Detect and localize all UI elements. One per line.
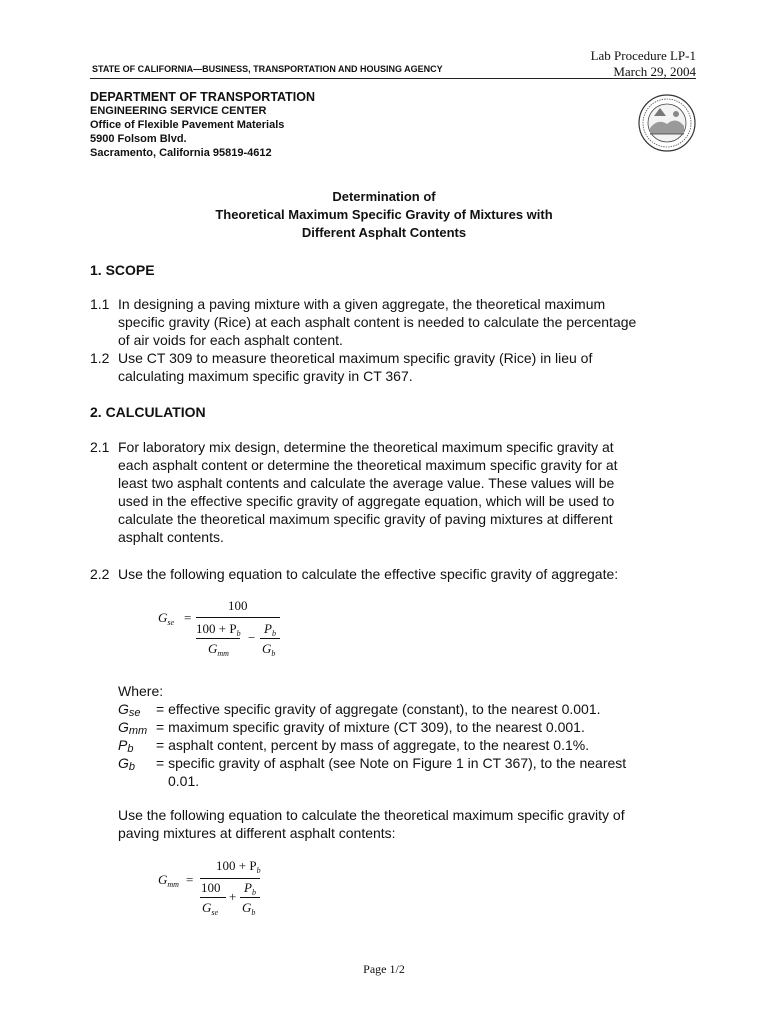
eq1-equals: =	[184, 610, 192, 625]
agency-header: STATE OF CALIFORNIA—BUSINESS, TRANSPORTATION AND HOUSING AGENCY	[92, 64, 443, 74]
state-seal-icon	[638, 94, 696, 152]
title-line-3: Different Asphalt Contents	[301, 225, 467, 240]
eq2-den-a-num: 100	[201, 880, 221, 895]
paragraph-gmm-intro	[118, 806, 718, 842]
section-1-1	[90, 295, 710, 349]
section-line: of air voids for each asphalt content.	[118, 332, 343, 348]
eq1-main-fraction-bar	[196, 617, 280, 618]
eq1-inner-num-b: $P_b$	[264, 621, 276, 638]
department-name: DEPARTMENT OF TRANSPORTATION	[90, 90, 315, 104]
eq1-inner-den-b: $G_b$	[262, 641, 276, 658]
section-line: For laboratory mix design, determine the theoretical maximum specific gravity at	[118, 439, 614, 455]
where-row-gmm: Gmm = maximum specific gravity of mixture (CT 309), to the nearest 0.001.	[118, 719, 585, 737]
eq2-den-b-num: $P_b$	[244, 880, 256, 897]
header-divider	[90, 78, 696, 79]
equation-gse	[158, 598, 298, 662]
title-line-2: Theoretical Maximum Specific Gravity of Mixtures with	[215, 207, 553, 222]
eq2-equals: =	[186, 872, 194, 887]
paragraph-line: paving mixtures at different asphalt contents:	[118, 825, 396, 841]
department-office: Office of Flexible Pavement Materials	[90, 119, 285, 131]
where-row-gse: Gse = effective specific gravity of aggregate (constant), to the nearest 0.001.	[118, 701, 601, 719]
department-street: 5900 Folsom Blvd.	[90, 133, 187, 145]
where-row-continuation: 0.01.	[168, 773, 200, 789]
eq2-den-bar-b	[240, 897, 260, 898]
document-title	[0, 188, 768, 242]
eq1-minus: −	[248, 630, 256, 645]
page-number: Page 1/2	[363, 962, 405, 976]
eq2-numerator: $100 + P_b$	[216, 858, 261, 875]
eq1-numerator: 100	[228, 598, 248, 613]
where-label: Where:	[118, 683, 164, 699]
eq2-lhs: $G_{mm}$	[158, 872, 179, 889]
eq1-inner-bar-b	[260, 638, 280, 639]
section-line: specific gravity (Rice) at each asphalt content is needed to calculate the percentage	[118, 314, 637, 330]
eq1-inner-num-a: $100 + P_b$	[196, 621, 241, 638]
where-list	[118, 700, 698, 790]
where-row-gb: Gb = specific gravity of asphalt (see Note on Figure 1 in CT 367), to the nearest	[118, 755, 627, 773]
eq2-den-bar-a	[200, 897, 226, 898]
eq2-plus: +	[229, 889, 237, 904]
paragraph-line: Use the following equation to calculate the theoretical maximum specific gravity of	[118, 807, 625, 823]
section-number: 1.1	[90, 296, 110, 312]
section-line: least two asphalt contents and calculate the average value. These values will be	[118, 475, 615, 491]
section-2-1	[90, 438, 710, 546]
section-line: calculate the theoretical maximum specific gravity of paving mixtures at different	[118, 511, 613, 527]
eq1-inner-den-a: $G_{mm}$	[208, 641, 229, 658]
equation-gmm	[158, 858, 298, 922]
section-line: In designing a paving mixture with a given aggregate, the theoretical maximum	[118, 296, 606, 312]
department-block	[90, 90, 315, 160]
section-number: 1.2	[90, 350, 110, 366]
section-line: Use the following equation to calculate the effective specific gravity of aggregate:	[118, 566, 619, 582]
section-2-2	[90, 565, 710, 583]
department-city: Sacramento, California 95819-4612	[90, 147, 272, 159]
procedure-number: Lab Procedure LP-1	[590, 48, 696, 63]
eq2-main-fraction-bar	[200, 878, 260, 879]
section-1-2	[90, 349, 710, 385]
scope-heading: 1. SCOPE	[90, 262, 155, 278]
section-line: Use CT 309 to measure theoretical maximum specific gravity (Rice) in lieu of	[118, 350, 593, 366]
eq2-den-a-den: $G_{se}$	[202, 900, 219, 917]
section-line: each asphalt content or determine the theoretical maximum specific gravity for at	[118, 457, 618, 473]
section-line: calculating maximum specific gravity in CT 367.	[118, 368, 413, 384]
section-number: 2.1	[90, 439, 110, 455]
where-row-pb: Pb = asphalt content, percent by mass of aggregate, to the nearest 0.1%.	[118, 737, 590, 755]
procedure-date: March 29, 2004	[613, 64, 696, 79]
calculation-heading: 2. CALCULATION	[90, 404, 206, 420]
eq2-den-b-den: $G_b$	[242, 900, 256, 917]
section-line: asphalt contents.	[118, 529, 224, 545]
department-center: ENGINEERING SERVICE CENTER	[90, 105, 267, 117]
section-number: 2.2	[90, 566, 110, 582]
section-line: used in the effective specific gravity of aggregate equation, which will be used to	[118, 493, 615, 509]
procedure-info	[591, 48, 696, 80]
eq1-inner-bar-a	[196, 638, 240, 639]
eq1-lhs: $G_{se}$	[158, 610, 175, 627]
title-line-1: Determination of	[332, 189, 436, 204]
